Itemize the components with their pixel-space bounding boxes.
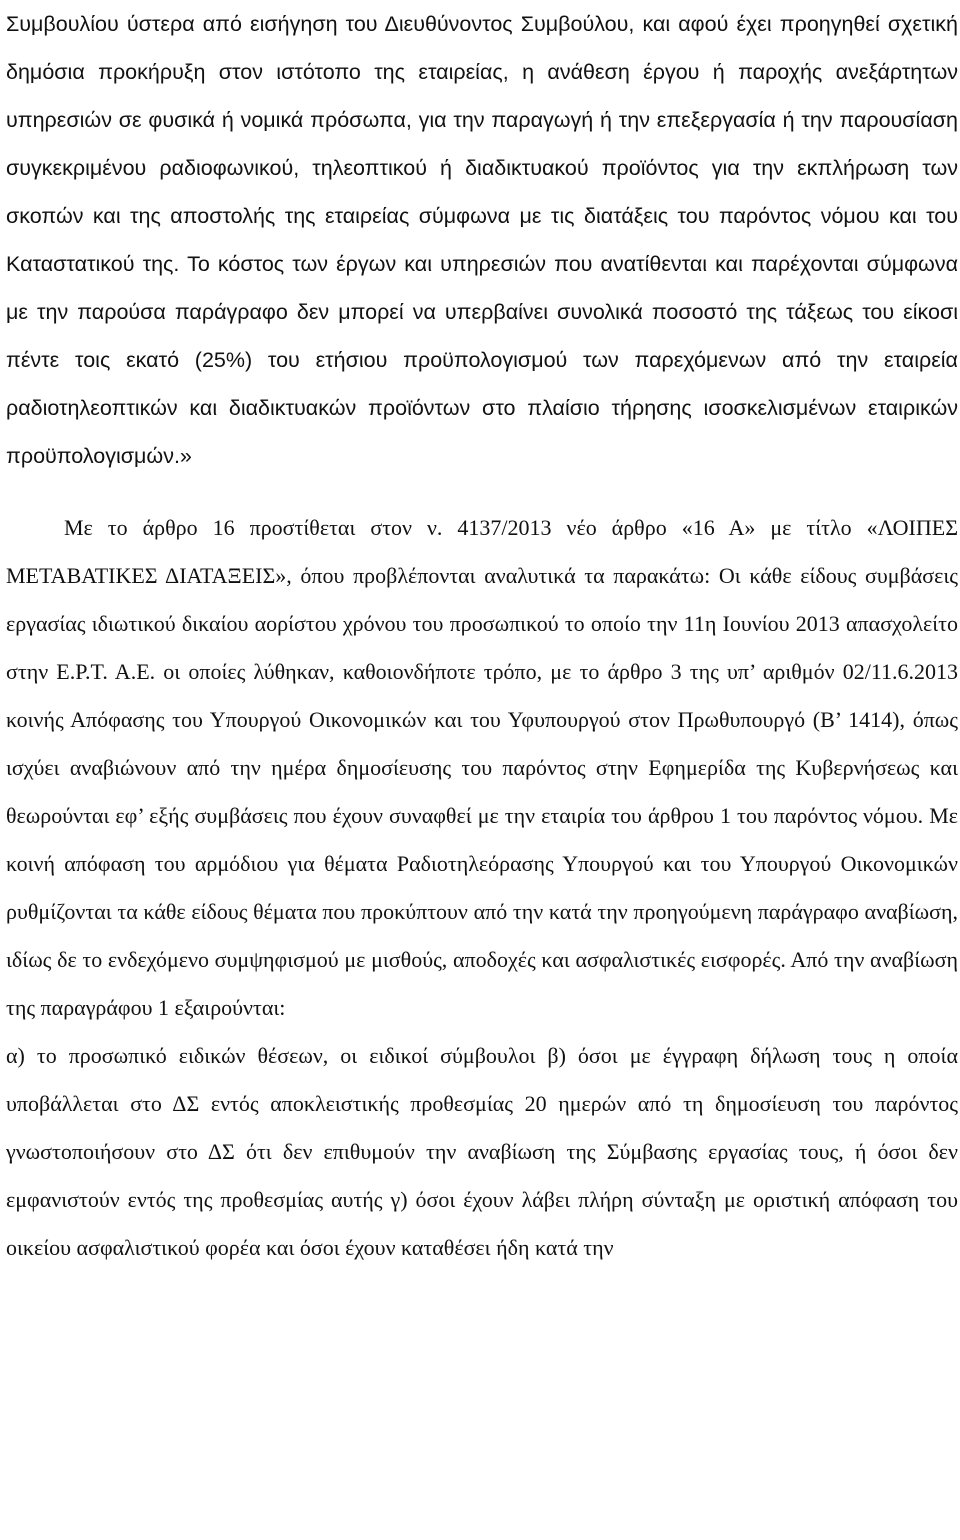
paragraph-1: Συμβουλίου ύστερα από εισήγηση του Διευθύνοντος Συμβούλου, και αφού έχει προηγηθεί σχετική δημόσια προκήρυξη στον ιστότοπο της εταιρείας, η ανάθεση έργου ή παροχής ανεξάρτητων υπηρεσιών σε φυσικά ή νομικά πρόσωπα, για την παραγωγή ή την επεξεργασία ή την παρουσίαση συγκεκριμένου ραδιοφωνικού, τηλεοπτικού ή διαδικτυακού προϊόντος για την εκπλήρωση των σκοπών και της αποστολής της εταιρείας σύμφωνα με τις διατάξεις του παρόντος νόμου και του Καταστατικού της. Το κόστος των έργων και υπηρεσιών που ανατίθενται και παρέχονται σύμφωνα με την παρούσα παράγραφο δεν μπορεί να υπερβαίνει συνολικά ποσοστό της τάξεως του είκοσι πέντε τοις εκατό (25%) του ετήσιου προϋπολογισμού των παρεχόμενων από την εταιρεία ραδιοτηλεοπτικών και διαδικτυακών προϊόντων στο πλαίσιο τήρησης ισοσκελισμένων εταιρικών προϋπολογισμών.» (6, 12, 958, 468)
paragraph-3: α) το προσωπικό ειδικών θέσεων, οι ειδικοί σύμβουλοι β) όσοι με έγγραφη δήλωση τους η οποία υποβάλλεται στο ΔΣ εντός αποκλειστικής προθεσμίας 20 ημερών από τη δημοσίευση του παρόντος γνωστοποιήσουν στο ΔΣ ότι δεν επιθυμούν την αναβίωση της Σύμβασης εργασίας τους, ή όσοι δεν εμφανιστούν εντός της προθεσμίας αυτής γ) όσοι έχουν λάβει πλήρη σύνταξη με οριστική απόφαση του οικείου ασφαλιστικού φορέα και όσοι έχουν καταθέσει ήδη κατά την (6, 1043, 958, 1260)
paragraph-2: Με το άρθρο 16 προστίθεται στον ν. 4137/2013 νέο άρθρο «16 Α» με τίτλο «ΛΟΙΠΕΣ ΜΕΤΑΒΑΤΙΚΕΣ ΔΙΑΤΑΞΕΙΣ», όπου προβλέπονται αναλυτικά τα παρακάτω: Οι κάθε είδους συμβάσεις εργασίας ιδιωτικού δικαίου αορίστου χρόνου του προσωπικού το οποίο την 11η Ιουνίου 2013 απασχολείτο στην Ε.Ρ.Τ. Α.Ε. οι οποίες λύθηκαν, καθοιονδήποτε τρόπο, με το άρθρο 3 της υπ’ αριθμόν 02/11.6.2013 κοινής Απόφασης του Υπουργού Οικονομικών και του Υφυπουργού στον Πρωθυπουργό (Β’ 1414), όπως ισχύει αναβιώνουν από την ημέρα δημοσίευσης του παρόντος στην Εφημερίδα της Κυβερνήσεως και θεωρούνται εφ’ εξής συμβάσεις που έχουν συναφθεί με την εταιρία του άρθρου 1 του παρόντος νόμου. Με κοινή απόφαση του αρμόδιου για θέματα Ραδιοτηλεόρασης Υπουργού και του Υπουργού Οικονομικών ρυθμίζονται τα κάθε είδους θέματα που προκύπτουν από την κατά την προηγούμενη παράγραφο αναβίωση, ιδίως δε το ενδεχόμενο συμψηφισμού με μισθούς, αποδοχές και ασφαλιστικές εισφορές. Από την αναβίωση της παραγράφου 1 εξαιρούνται: (6, 515, 958, 1020)
paragraph-gap (6, 480, 958, 504)
